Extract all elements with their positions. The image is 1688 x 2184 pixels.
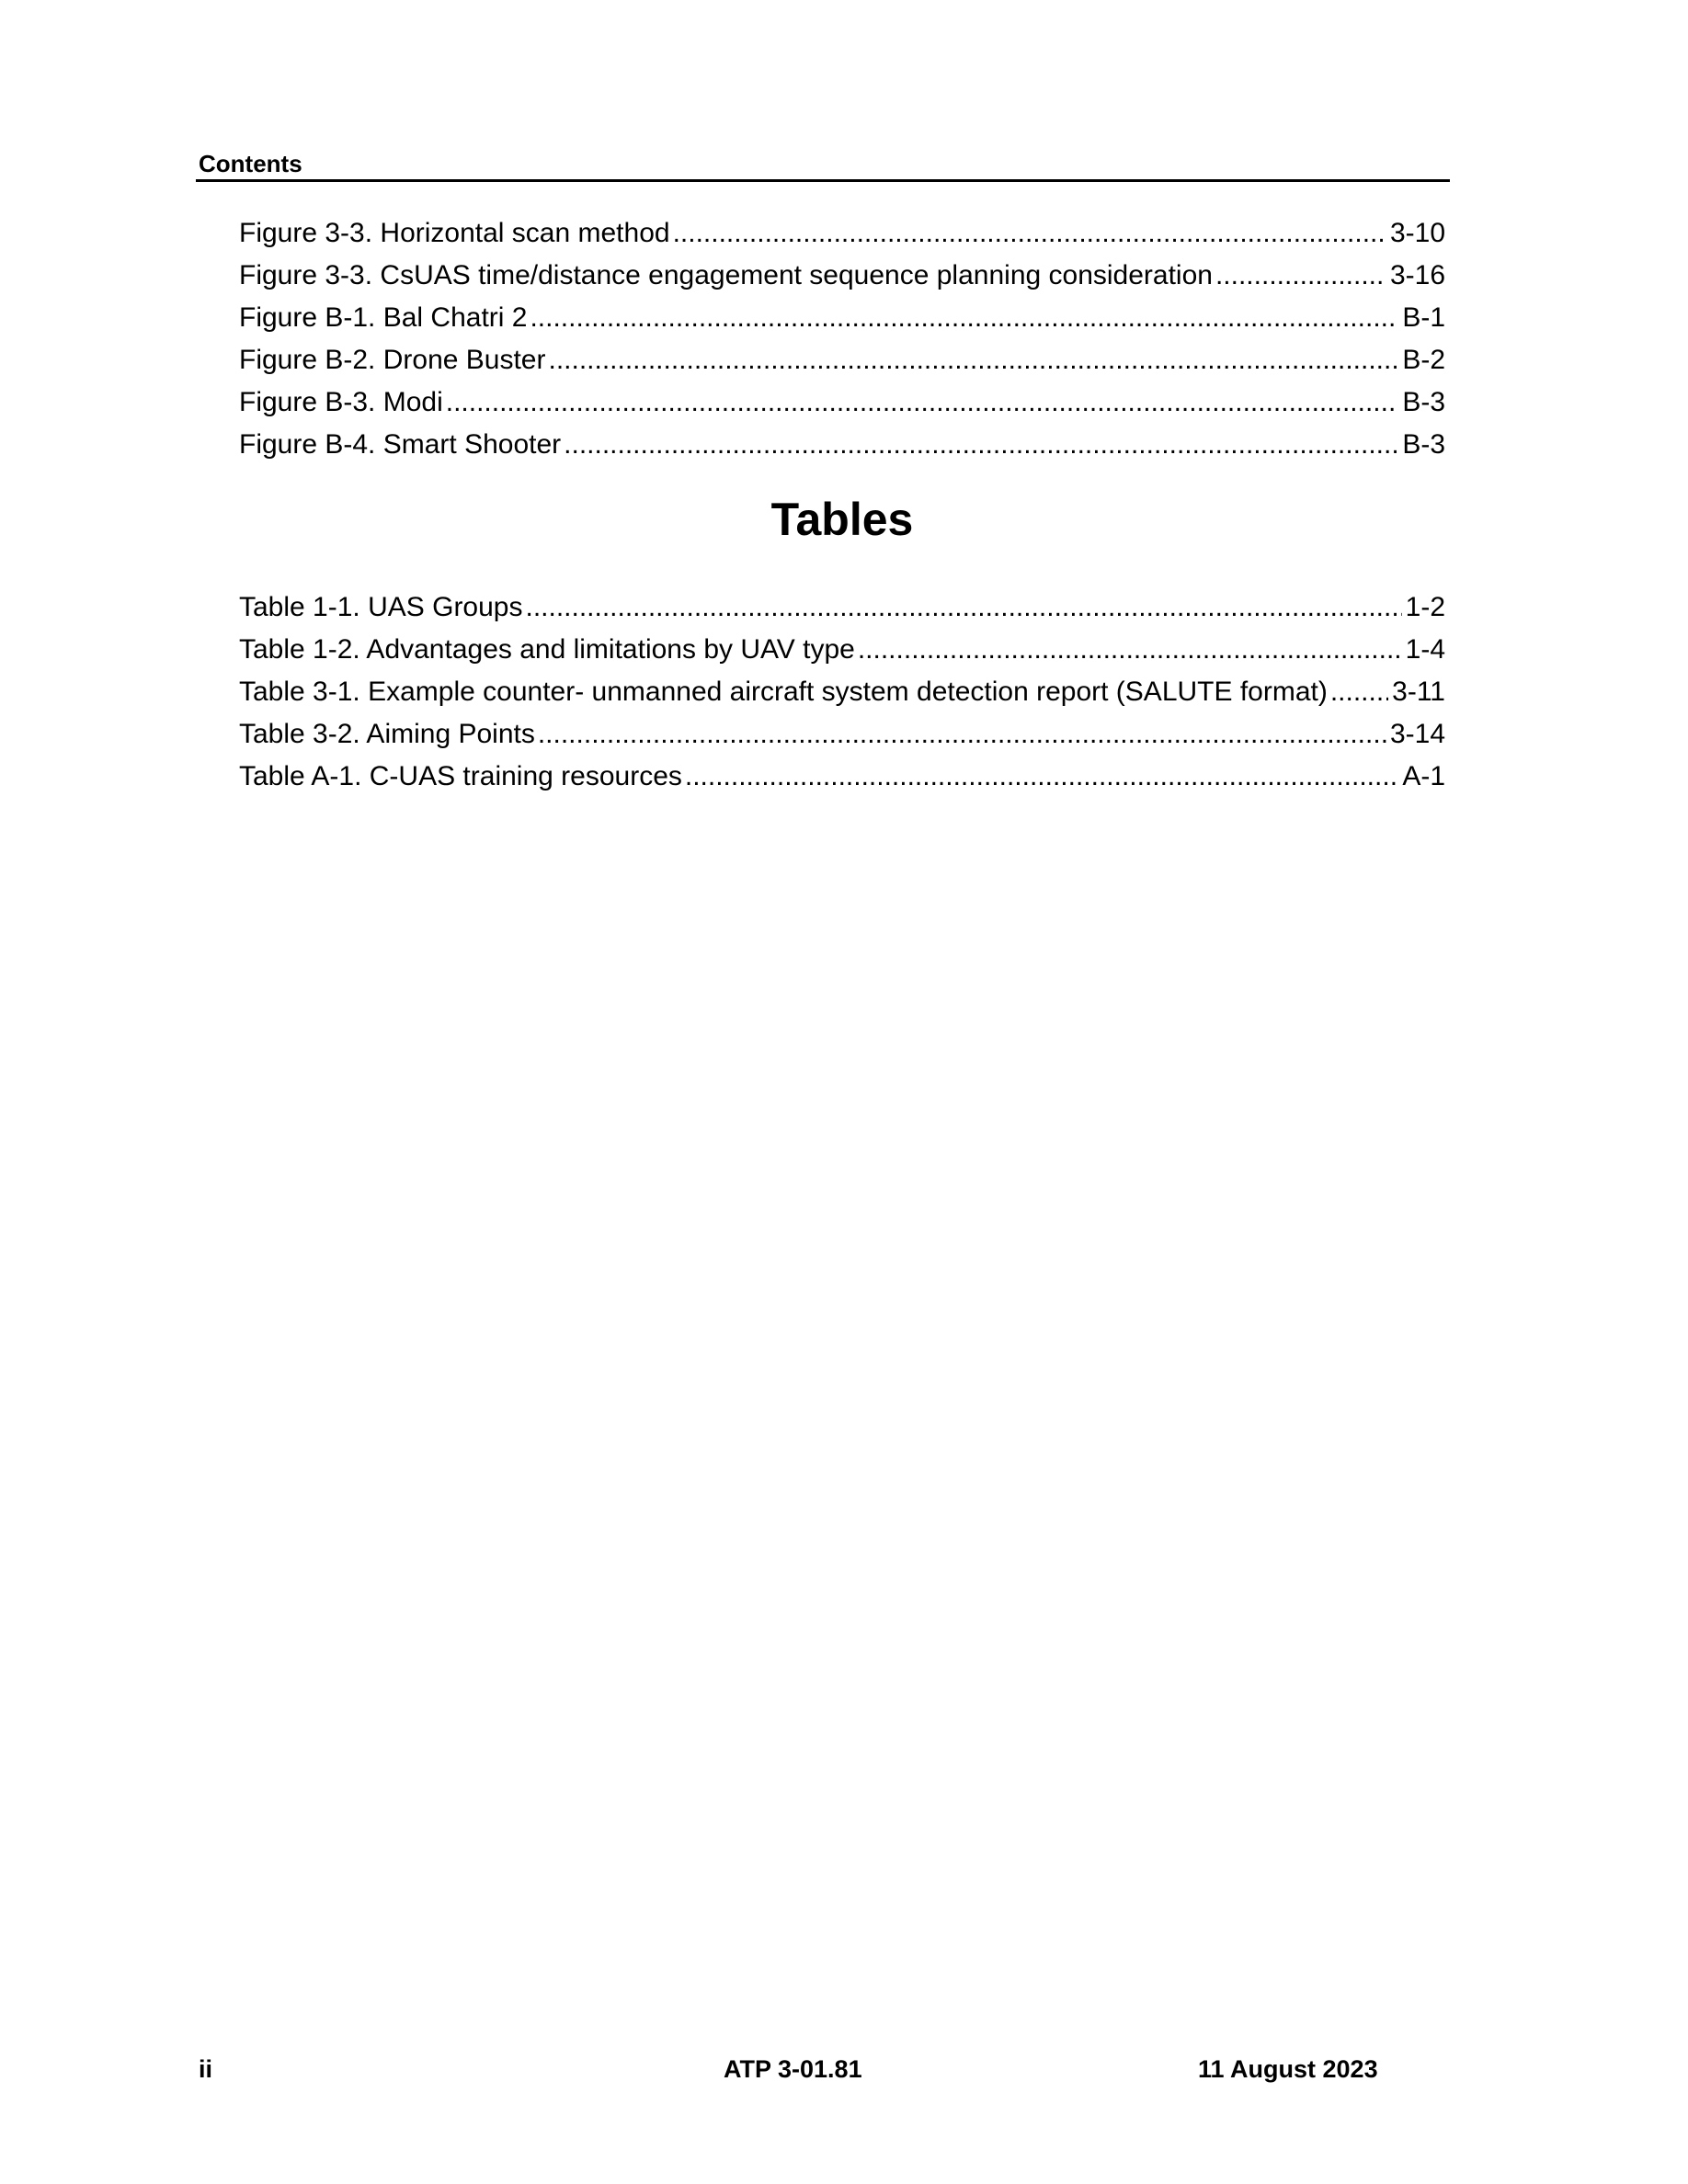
- toc-entry-label: Figure B-1. Bal Chatri 2: [239, 302, 528, 333]
- toc-entry-label: Table 3-2. Aiming Points: [239, 719, 535, 749]
- tables-list: [239, 586, 1445, 798]
- dot-leader: [564, 424, 1398, 466]
- dot-leader: [446, 381, 1399, 424]
- toc-entry-page: 1-4: [1405, 634, 1445, 665]
- toc-entry-page: 3-16: [1389, 260, 1445, 290]
- toc-entry-label: Table 3-1. Example counter- unmanned aircraft system detection report (SALUTE format): [239, 677, 1328, 707]
- dot-leader: [548, 339, 1398, 381]
- toc-entry-figure[interactable]: [239, 424, 1445, 466]
- toc-entry-label: Figure 3-3. CsUAS time/distance engagement sequence planning consideration: [239, 260, 1213, 290]
- header-title: Contents: [199, 150, 302, 177]
- dot-leader: [673, 212, 1386, 255]
- toc-entry-table[interactable]: [239, 586, 1445, 629]
- toc-entry-page: 3-10: [1389, 218, 1445, 248]
- toc-entry-table[interactable]: [239, 713, 1445, 756]
- footer-page-number: ii: [199, 2055, 213, 2083]
- footer-publication: ATP 3-01.81: [724, 2055, 862, 2083]
- toc-entry-label: Figure 3-3. Horizontal scan method: [239, 218, 670, 248]
- toc-entry-page: A-1: [1402, 761, 1445, 791]
- toc-entry-page: 3-14: [1389, 719, 1445, 749]
- dot-leader: [530, 297, 1398, 339]
- toc-entry-figure[interactable]: [239, 297, 1445, 339]
- toc-entry-figure[interactable]: [239, 381, 1445, 424]
- toc-entry-page: B-1: [1402, 302, 1445, 333]
- toc-entry-label: Table 1-1. UAS Groups: [239, 592, 523, 622]
- dot-leader: [1215, 255, 1386, 297]
- toc-entry-label: Figure B-4. Smart Shooter: [239, 429, 562, 460]
- page-header: [196, 147, 1450, 182]
- dot-leader: [858, 629, 1402, 671]
- toc-entry-table[interactable]: [239, 671, 1445, 713]
- toc-entry-table[interactable]: [239, 756, 1445, 798]
- toc-entry-figure[interactable]: [239, 255, 1445, 297]
- dot-leader: [538, 713, 1386, 756]
- dot-leader: [685, 756, 1398, 798]
- toc-entry-page: 3-11: [1392, 677, 1445, 707]
- toc-entry-label: Table A-1. C-UAS training resources: [239, 761, 682, 791]
- toc-entry-figure[interactable]: [239, 212, 1445, 255]
- toc-entry-page: B-3: [1402, 429, 1445, 460]
- toc-entry-page: B-3: [1402, 387, 1445, 417]
- toc-entry-page: 1-2: [1405, 592, 1445, 622]
- toc-entry-table[interactable]: [239, 629, 1445, 671]
- dot-leader: [1330, 671, 1388, 713]
- dot-leader: [525, 586, 1401, 629]
- toc-entry-page: B-2: [1402, 345, 1445, 375]
- toc-entry-label: Figure B-2. Drone Buster: [239, 345, 546, 375]
- toc-entry-label: Figure B-3. Modi: [239, 387, 443, 417]
- figures-list: [239, 212, 1445, 466]
- toc-entry-label: Table 1-2. Advantages and limitations by UAV type: [239, 634, 855, 665]
- toc-entry-figure[interactable]: [239, 339, 1445, 381]
- footer-date: 11 August 2023: [1198, 2055, 1378, 2083]
- tables-heading: Tables: [770, 494, 914, 545]
